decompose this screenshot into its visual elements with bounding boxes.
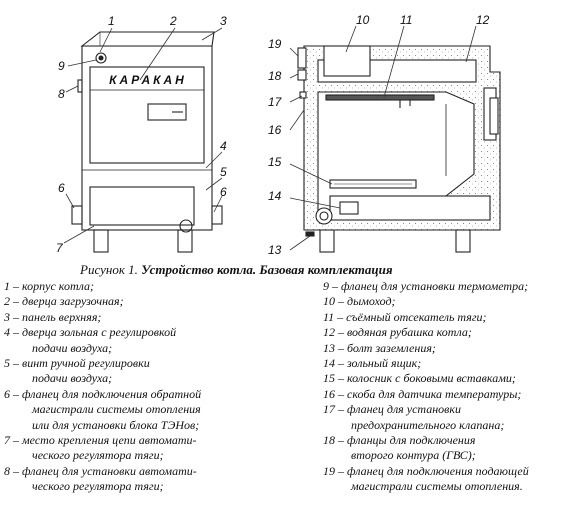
legend-item-7 bbox=[4, 433, 304, 448]
legend-number: 2 bbox=[4, 294, 10, 309]
legend-dash: – bbox=[338, 386, 344, 401]
legend-number: 17 bbox=[323, 402, 335, 417]
legend-dash: – bbox=[13, 433, 19, 448]
section-leg-right bbox=[456, 230, 470, 252]
draft-baffle bbox=[326, 95, 434, 100]
callout-12: 12 bbox=[476, 13, 490, 27]
callout-2: 2 bbox=[170, 14, 177, 28]
legend-number: 9 bbox=[323, 279, 329, 293]
legend-item-6-cont: или для установки блока ТЭНов; bbox=[32, 417, 200, 432]
legend-text: болт заземления; bbox=[347, 340, 436, 355]
legend-dash: – bbox=[13, 356, 19, 371]
legend-dash: – bbox=[13, 463, 19, 478]
left-leg bbox=[94, 230, 108, 252]
legend-number: 18 bbox=[323, 433, 335, 448]
legend-number: 5 bbox=[4, 356, 10, 371]
legend-item-10 bbox=[323, 294, 581, 309]
top-panel bbox=[82, 32, 214, 46]
legend-text: дымоход; bbox=[347, 294, 396, 309]
legend-item-2 bbox=[4, 294, 304, 309]
left-flange bbox=[72, 206, 82, 224]
figure-title: Устройство котла. Базовая комплектация bbox=[141, 262, 393, 277]
callout-18: 18 bbox=[268, 69, 282, 83]
section-view bbox=[298, 46, 500, 252]
legend-number: 11 bbox=[323, 309, 335, 324]
legend-item-4 bbox=[4, 325, 304, 340]
legend-text: фланцы для подключения bbox=[347, 433, 476, 448]
legend-item-3 bbox=[4, 310, 304, 325]
legend-item-6-cont: магистрали системы отопления bbox=[32, 402, 201, 417]
legend-text: дверца загрузочная; bbox=[22, 294, 124, 309]
legend-text: фланец для установки термометра; bbox=[341, 279, 529, 293]
legend-number: 19 bbox=[323, 463, 335, 478]
right-leg bbox=[178, 230, 192, 252]
rear-flange-upper bbox=[298, 70, 306, 80]
legend-number: 1 bbox=[4, 279, 10, 293]
legend-text: колосник с боковыми вставками; bbox=[347, 371, 516, 386]
legend-text: фланец для подключения подающей bbox=[347, 463, 529, 478]
legend-item-5-cont: подачи воздуха; bbox=[32, 371, 113, 386]
legend-text: скоба для датчика температуры; bbox=[347, 386, 522, 401]
callout-10: 10 bbox=[356, 13, 370, 27]
figure-caption bbox=[80, 262, 580, 278]
chain-mount bbox=[78, 80, 82, 92]
legend-item-6 bbox=[4, 387, 304, 402]
legend-item-4-cont: подачи воздуха; bbox=[32, 340, 113, 355]
legend-dash: – bbox=[13, 325, 19, 340]
legend-item-8-cont: ческого регулятора тяги; bbox=[32, 479, 164, 494]
legend-item-1 bbox=[4, 279, 304, 294]
legend-dash: – bbox=[337, 309, 344, 324]
return-flange bbox=[316, 208, 332, 224]
legend-dash: – bbox=[338, 463, 344, 478]
legend-number: 15 bbox=[323, 371, 335, 386]
legend-text: фланец для установки автомати- bbox=[22, 463, 197, 478]
legend-left bbox=[4, 279, 304, 495]
legend-item-12 bbox=[323, 325, 581, 340]
callout-5: 5 bbox=[220, 165, 227, 179]
legend-text: дверца зольная с регулировкой bbox=[22, 325, 177, 340]
legend-item-5 bbox=[4, 356, 304, 371]
legend-dash: – bbox=[13, 386, 19, 401]
callout-9: 9 bbox=[58, 59, 65, 73]
legend-dash: – bbox=[338, 433, 344, 448]
safety-valve-flange bbox=[300, 92, 306, 98]
legend-number: 3 bbox=[4, 309, 10, 324]
right-flange bbox=[212, 206, 222, 224]
legend-item-16 bbox=[323, 387, 581, 402]
legend-item-17-cont: предохранительного клапана; bbox=[351, 417, 505, 432]
callout-4: 4 bbox=[220, 139, 227, 153]
legend-dash: – bbox=[338, 402, 344, 417]
legend-item-19 bbox=[323, 464, 581, 479]
legend-item-18-cont: второго контура (ГВС); bbox=[351, 448, 476, 463]
callout-14: 14 bbox=[268, 189, 282, 203]
rear-flange-top bbox=[298, 48, 306, 68]
callout-7: 7 bbox=[56, 241, 63, 255]
legend-number: 6 bbox=[4, 386, 10, 401]
legend-dash: – bbox=[13, 279, 19, 293]
legend-dash: – bbox=[338, 371, 344, 386]
legend-text: корпус котла; bbox=[22, 279, 95, 293]
legend-right bbox=[323, 279, 581, 495]
legend-item-8 bbox=[4, 464, 304, 479]
legend-number: 7 bbox=[4, 433, 10, 448]
ground-bolt bbox=[306, 232, 314, 236]
legend-number: 16 bbox=[323, 386, 335, 401]
callout-8: 8 bbox=[58, 87, 65, 101]
legend-number: 12 bbox=[323, 325, 335, 340]
legend-item-15 bbox=[323, 371, 581, 386]
callout-1: 1 bbox=[108, 14, 115, 28]
brand-plate: КАРАКАН bbox=[109, 73, 187, 87]
figure-number: Рисунок 1. bbox=[80, 262, 138, 277]
callout-17: 17 bbox=[268, 95, 282, 109]
callout-16: 16 bbox=[268, 123, 282, 137]
legend-dash: – bbox=[13, 309, 19, 324]
legend-number: 4 bbox=[4, 325, 10, 340]
legend-item-14 bbox=[323, 356, 581, 371]
callout-13: 13 bbox=[268, 243, 282, 257]
legend-number: 8 bbox=[4, 463, 10, 478]
legend-item-18 bbox=[323, 433, 581, 448]
callout-15: 15 bbox=[268, 155, 282, 169]
legend-text: зольный ящик; bbox=[347, 356, 422, 371]
legend-dash: – bbox=[338, 340, 344, 355]
callout-3: 3 bbox=[220, 14, 227, 28]
legend-dash: – bbox=[13, 294, 19, 309]
legend-dash: – bbox=[338, 294, 344, 309]
legend-dash: – bbox=[338, 356, 344, 371]
legend-item-19-cont: магистрали системы отопления. bbox=[351, 479, 523, 494]
legend-text: место крепления цепи автомати- bbox=[22, 433, 197, 448]
legend-text: панель верхняя; bbox=[22, 309, 102, 324]
legend-item-9 bbox=[323, 279, 581, 294]
legend-text: винт ручной регулировки bbox=[22, 356, 150, 371]
legend-item-11 bbox=[323, 310, 581, 325]
front-view bbox=[72, 32, 222, 252]
legend-item-7-cont: ческого регулятора тяги; bbox=[32, 448, 164, 463]
legend-text: съёмный отсекатель тяги; bbox=[346, 309, 487, 324]
legend-dash: – bbox=[332, 279, 338, 293]
legend-number: 14 bbox=[323, 356, 335, 371]
legend-text: водяная рубашка котла; bbox=[347, 325, 472, 340]
callout-19: 19 bbox=[268, 37, 282, 51]
legend-text: фланец для установки bbox=[347, 402, 461, 417]
legend-number: 13 bbox=[323, 340, 335, 355]
section-leg-left bbox=[320, 230, 334, 252]
callout-11: 11 bbox=[400, 13, 413, 27]
callout-6-left: 6 bbox=[58, 181, 65, 195]
legend-item-13 bbox=[323, 341, 581, 356]
callout-6-right: 6 bbox=[220, 185, 227, 199]
ash-drawer bbox=[330, 196, 490, 220]
legend-dash: – bbox=[338, 325, 344, 340]
legend-number: 10 bbox=[323, 294, 335, 309]
legend-text: фланец для подключения обратной bbox=[22, 386, 202, 401]
legend-item-17 bbox=[323, 402, 581, 417]
